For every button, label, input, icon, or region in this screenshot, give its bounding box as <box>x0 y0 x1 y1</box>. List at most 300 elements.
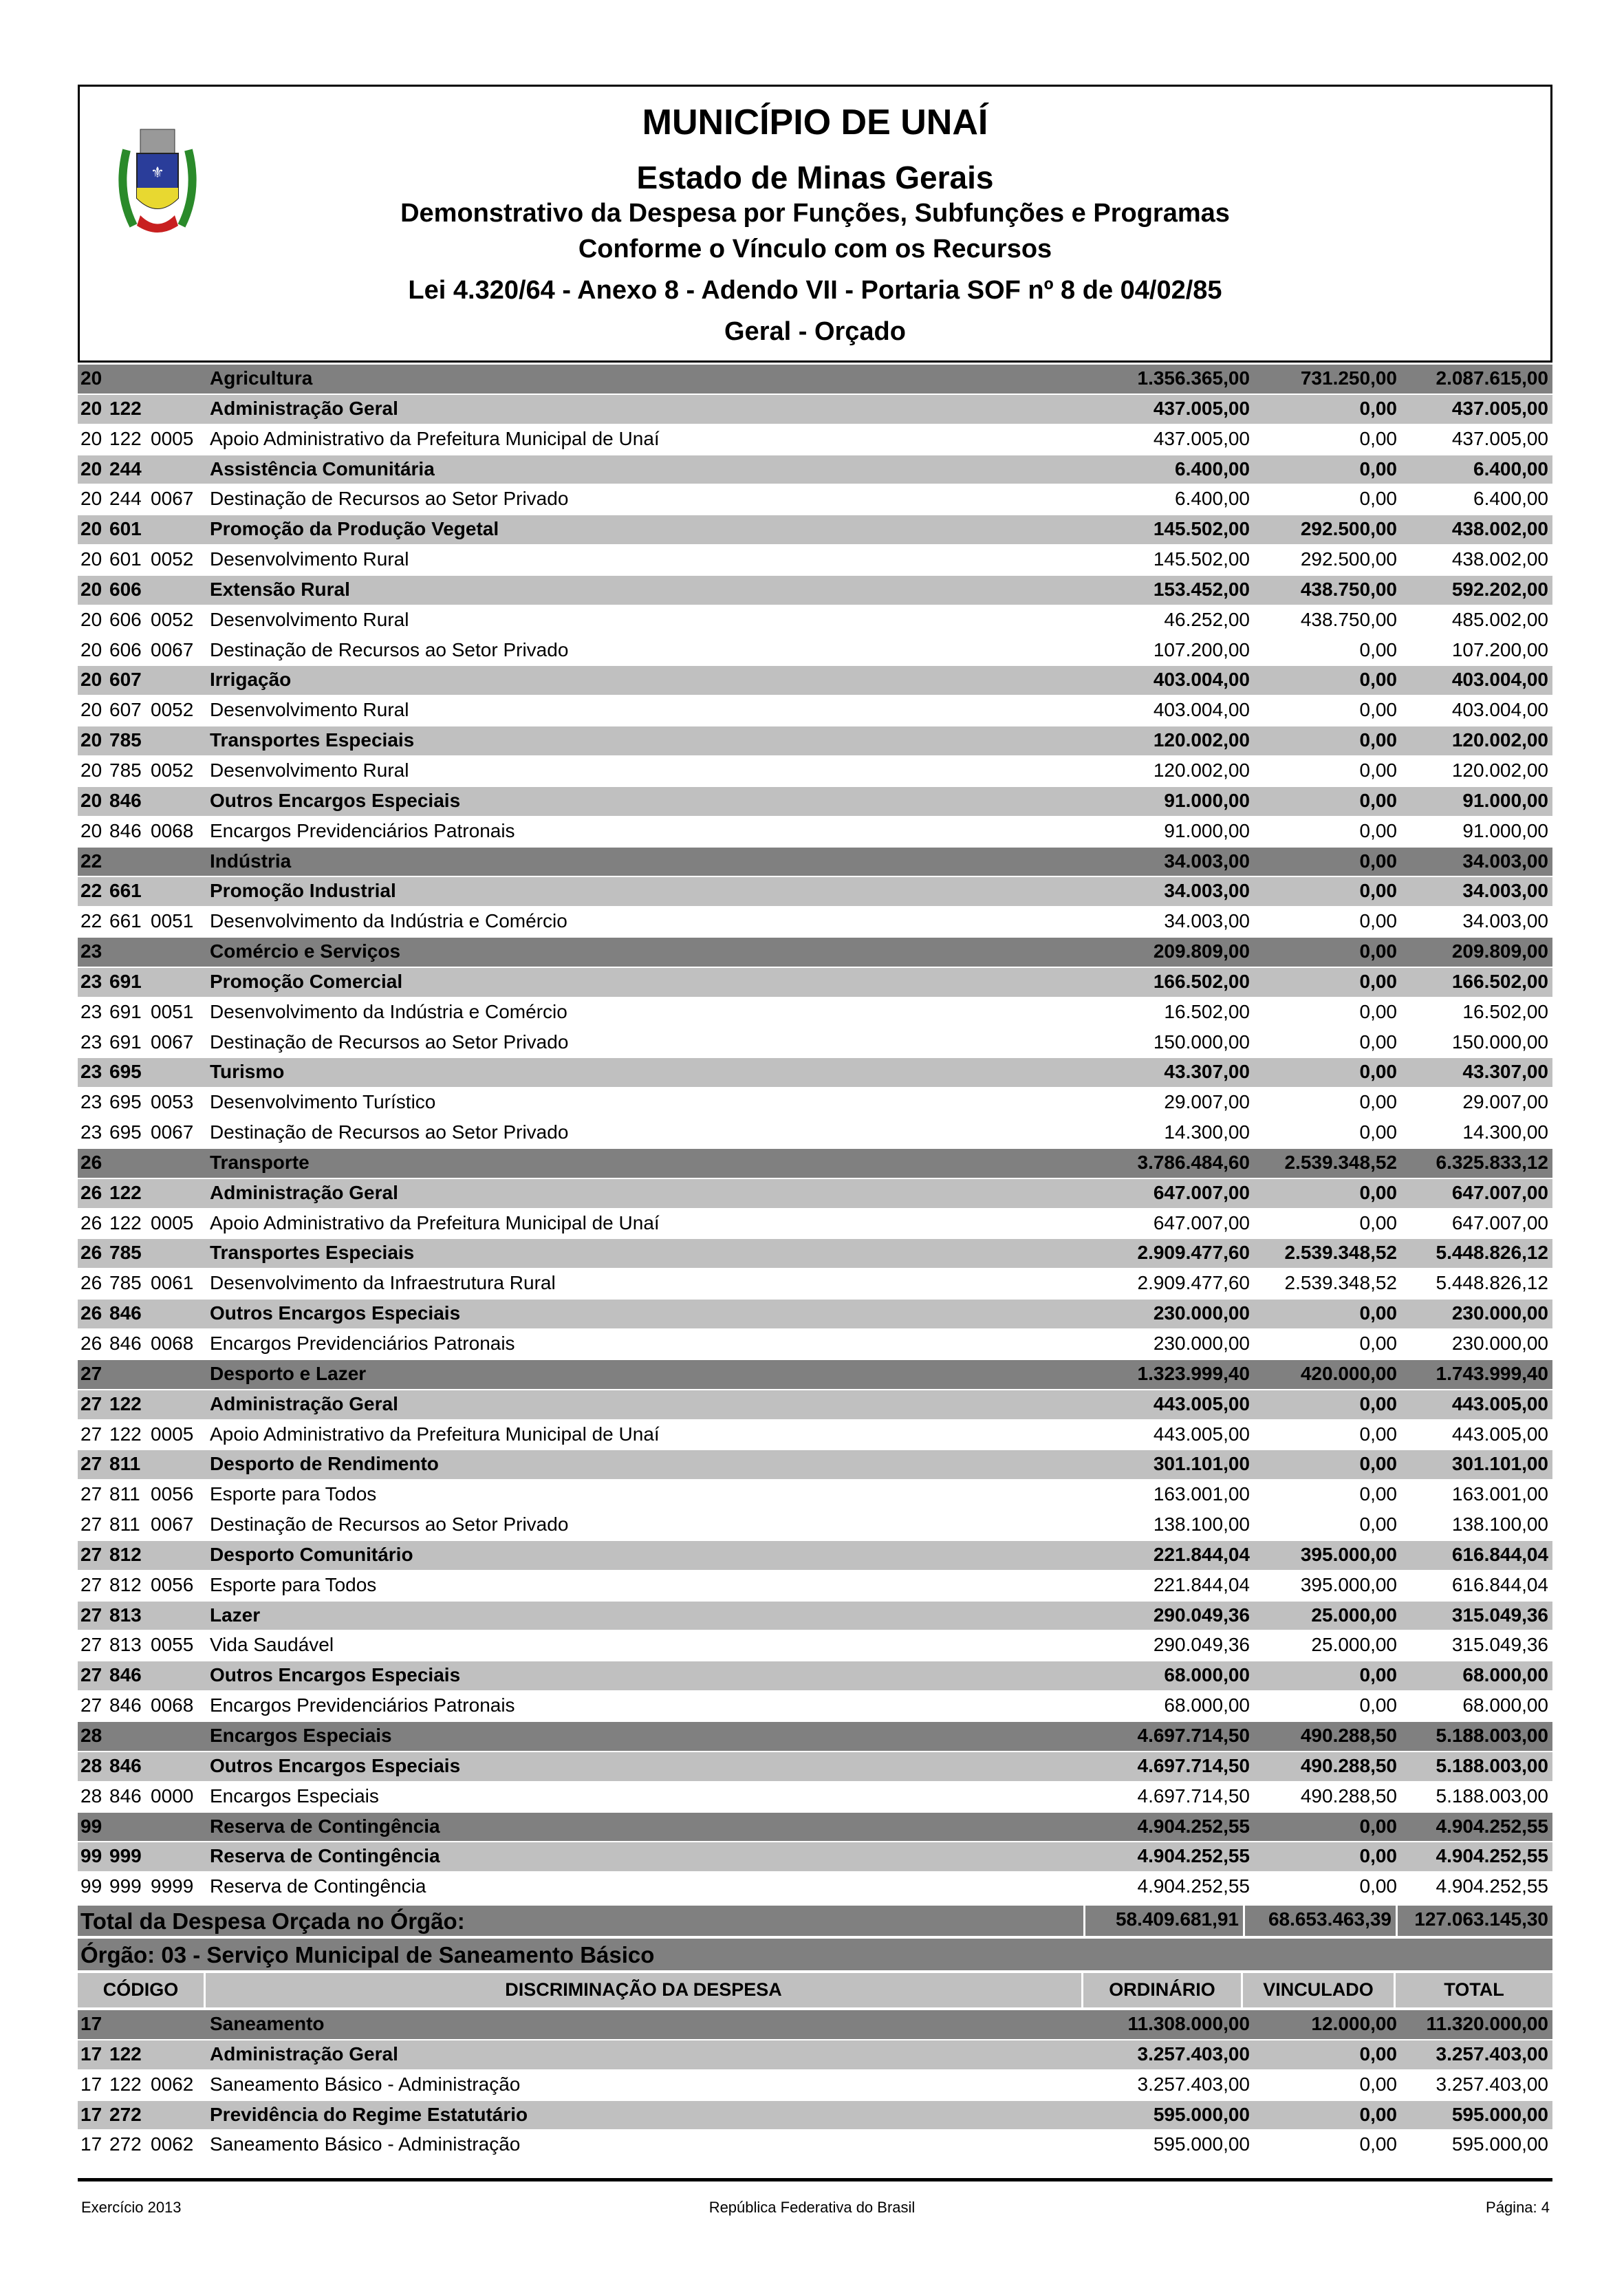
value-vinculado: 490.288,50 <box>1300 1724 1397 1746</box>
code-function: 26 <box>80 1181 102 1203</box>
value-total: 3.257.403,00 <box>1436 2043 1548 2065</box>
value-total: 230.000,00 <box>1451 1302 1548 1324</box>
value-vinculado: 0,00 <box>1359 1061 1397 1083</box>
description: Apoio Administrativo da Prefeitura Municipal de Unaí <box>210 427 660 449</box>
value-vinculado: 0,00 <box>1359 880 1397 902</box>
description: Encargos Previdenciários Patronais <box>210 1694 515 1716</box>
code-program: 0067 <box>151 638 194 660</box>
orgao-heading <box>78 1939 1552 1970</box>
description: Agricultura <box>210 367 313 389</box>
value-vinculado: 0,00 <box>1359 789 1397 811</box>
code-function: 27 <box>80 1453 102 1475</box>
column-header <box>78 1973 1552 2007</box>
code-subfunction: 846 <box>109 1694 142 1716</box>
value-total: 443.005,00 <box>1451 1392 1548 1414</box>
description: Outros Encargos Especiais <box>210 789 461 811</box>
value-vinculado: 0,00 <box>1359 1302 1397 1324</box>
subfunction-row <box>78 666 1552 696</box>
code-function: 23 <box>80 1031 102 1053</box>
value-vinculado: 395.000,00 <box>1300 1543 1397 1565</box>
value-vinculado: 0,00 <box>1359 729 1397 751</box>
expense-table <box>78 365 1552 1903</box>
state-name: Estado de Minas Gerais <box>636 160 994 195</box>
value-total: 403.004,00 <box>1451 699 1548 721</box>
code-function: 20 <box>80 427 102 449</box>
value-ordinario: 150.000,00 <box>1153 1031 1250 1053</box>
value-total: 120.002,00 <box>1451 729 1548 751</box>
subfunction-row <box>78 1450 1552 1480</box>
function-row <box>78 1149 1552 1179</box>
col-discriminacao: DISCRIMINAÇÃO DA DESPESA <box>206 1973 1083 2007</box>
code-subfunction: 695 <box>109 1091 142 1113</box>
description: Apoio Administrativo da Prefeitura Municipal de Unaí <box>210 1211 660 1233</box>
code-program: 0062 <box>151 2073 194 2095</box>
code-program: 0051 <box>151 1000 194 1022</box>
description: Lazer <box>210 1604 261 1626</box>
program-row <box>78 1209 1552 1240</box>
value-total: 3.257.403,00 <box>1436 2073 1548 2095</box>
description: Desenvolvimento da Indústria e Comércio <box>210 1000 567 1022</box>
municipality-title: MUNICÍPIO DE UNAÍ <box>642 103 988 142</box>
subfunction-row <box>78 1842 1552 1873</box>
code-program: 0056 <box>151 1573 194 1595</box>
value-vinculado: 731.250,00 <box>1300 367 1397 389</box>
code-function: 26 <box>80 1302 102 1324</box>
description: Desenvolvimento Rural <box>210 699 409 721</box>
value-ordinario: 443.005,00 <box>1153 1423 1250 1445</box>
footer-country: República Federativa do Brasil <box>708 2199 916 2216</box>
value-total: 107.200,00 <box>1451 638 1548 660</box>
value-ordinario: 14.300,00 <box>1164 1121 1250 1143</box>
description: Indústria <box>210 850 292 872</box>
value-vinculado: 0,00 <box>1359 910 1397 932</box>
value-ordinario: 43.307,00 <box>1164 1061 1250 1083</box>
value-ordinario: 647.007,00 <box>1153 1211 1250 1233</box>
value-ordinario: 4.697.714,50 <box>1137 1724 1250 1746</box>
subfunction-row <box>78 1661 1552 1692</box>
value-total: 438.002,00 <box>1451 548 1548 570</box>
subfunction-row <box>78 515 1552 546</box>
value-ordinario: 2.909.477,60 <box>1137 1272 1250 1294</box>
report-mode: Geral - Orçado <box>724 317 906 346</box>
value-total: 5.188.003,00 <box>1436 1724 1548 1746</box>
value-total: 11.320.000,00 <box>1426 2013 1548 2034</box>
code-program: 0068 <box>151 1333 194 1354</box>
code-subfunction: 606 <box>109 608 142 630</box>
code-function: 23 <box>80 1000 102 1022</box>
program-row <box>78 817 1552 848</box>
value-total: 592.202,00 <box>1451 578 1548 600</box>
report-subtitle: Conforme o Vínculo com os Recursos <box>578 235 1052 263</box>
code-subfunction: 695 <box>109 1121 142 1143</box>
code-function: 27 <box>80 1694 102 1716</box>
description: Irrigação <box>210 669 292 691</box>
value-ordinario: 437.005,00 <box>1153 397 1250 419</box>
value-vinculado: 2.539.348,52 <box>1284 1151 1397 1173</box>
value-vinculado: 0,00 <box>1359 940 1397 962</box>
code-subfunction: 846 <box>109 1785 142 1807</box>
code-subfunction: 607 <box>109 699 142 721</box>
code-function: 26 <box>80 1211 102 1233</box>
code-program: 0067 <box>151 1031 194 1053</box>
function-row <box>78 938 1552 968</box>
description: Desenvolvimento da Infraestrutura Rural <box>210 1272 556 1294</box>
description: Promoção Comercial <box>210 970 403 992</box>
value-total: 16.502,00 <box>1462 1000 1548 1022</box>
code-function: 27 <box>80 1362 102 1384</box>
value-ordinario: 437.005,00 <box>1153 427 1250 449</box>
value-vinculado: 292.500,00 <box>1300 548 1397 570</box>
value-total: 150.000,00 <box>1451 1031 1548 1053</box>
value-ordinario: 11.308.000,00 <box>1127 2013 1250 2034</box>
function-row <box>78 1360 1552 1390</box>
value-total: 209.809,00 <box>1451 940 1548 962</box>
value-vinculado: 0,00 <box>1359 488 1397 510</box>
function-row <box>78 848 1552 878</box>
value-ordinario: 16.502,00 <box>1164 1000 1250 1022</box>
code-function: 20 <box>80 789 102 811</box>
code-function: 23 <box>80 970 102 992</box>
value-vinculado: 0,00 <box>1359 1211 1397 1233</box>
value-vinculado: 0,00 <box>1359 669 1397 691</box>
value-total: 163.001,00 <box>1451 1483 1548 1505</box>
description: Administração Geral <box>210 2043 398 2065</box>
value-ordinario: 163.001,00 <box>1153 1483 1250 1505</box>
description: Saneamento Básico - Administração <box>210 2133 521 2155</box>
report-title: Demonstrativo da Despesa por Funções, Subfunções e Programas <box>400 199 1230 228</box>
program-row <box>78 757 1552 787</box>
value-vinculado: 0,00 <box>1359 1181 1397 1203</box>
value-total: 4.904.252,55 <box>1436 1815 1548 1837</box>
code-subfunction: 785 <box>109 729 142 751</box>
code-subfunction: 812 <box>109 1543 142 1565</box>
program-row <box>78 636 1552 667</box>
description: Comércio e Serviços <box>210 940 401 962</box>
code-subfunction: 691 <box>109 1031 142 1053</box>
value-vinculado: 0,00 <box>1359 1875 1397 1897</box>
value-ordinario: 221.844,04 <box>1153 1573 1250 1595</box>
value-total: 34.003,00 <box>1462 880 1548 902</box>
code-subfunction: 846 <box>109 819 142 841</box>
program-row <box>78 485 1552 515</box>
code-subfunction: 606 <box>109 578 142 600</box>
value-vinculado: 2.539.348,52 <box>1284 1242 1397 1264</box>
value-vinculado: 0,00 <box>1359 1091 1397 1113</box>
value-ordinario: 34.003,00 <box>1164 880 1250 902</box>
code-function: 17 <box>80 2013 102 2034</box>
code-subfunction: 122 <box>109 2073 142 2095</box>
description: Reserva de Contingência <box>210 1875 426 1897</box>
code-function: 20 <box>80 608 102 630</box>
code-subfunction: 811 <box>109 1513 140 1536</box>
value-total: 315.049,36 <box>1451 1634 1548 1656</box>
value-vinculado: 0,00 <box>1359 1333 1397 1354</box>
value-total: 485.002,00 <box>1451 608 1548 630</box>
code-function: 27 <box>80 1604 102 1626</box>
code-function: 17 <box>80 2073 102 2095</box>
description: Esporte para Todos <box>210 1573 377 1595</box>
svg-text:⚜: ⚜ <box>151 164 164 181</box>
code-subfunction: 606 <box>109 638 142 660</box>
subfunction-row <box>78 968 1552 998</box>
program-row <box>78 425 1552 455</box>
subfunction-row <box>78 877 1552 907</box>
code-function: 28 <box>80 1754 102 1776</box>
description: Administração Geral <box>210 1181 398 1203</box>
value-ordinario: 34.003,00 <box>1164 850 1250 872</box>
code-function: 27 <box>80 1483 102 1505</box>
value-vinculado: 0,00 <box>1359 1513 1397 1536</box>
value-ordinario: 145.502,00 <box>1153 518 1250 540</box>
code-function: 20 <box>80 699 102 721</box>
value-total: 29.007,00 <box>1462 1091 1548 1113</box>
value-total: 43.307,00 <box>1462 1061 1548 1083</box>
value-total: 1.743.999,40 <box>1436 1362 1548 1384</box>
program-row <box>78 1028 1552 1059</box>
code-program: 0056 <box>151 1483 194 1505</box>
value-total: 4.904.252,55 <box>1436 1845 1548 1867</box>
value-vinculado: 0,00 <box>1359 819 1397 841</box>
code-function: 17 <box>80 2133 102 2155</box>
code-subfunction: 122 <box>109 2043 142 2065</box>
program-row <box>78 1511 1552 1541</box>
code-program: 0005 <box>151 1211 194 1233</box>
value-ordinario: 403.004,00 <box>1153 669 1250 691</box>
program-row <box>78 1571 1552 1602</box>
description: Destinação de Recursos ao Setor Privado <box>210 638 569 660</box>
code-program: 0053 <box>151 1091 194 1113</box>
code-function: 26 <box>80 1151 102 1173</box>
code-function: 20 <box>80 729 102 751</box>
description: Encargos Especiais <box>210 1785 379 1807</box>
total-vinculado: 68.653.463,39 <box>1243 1906 1396 1936</box>
code-function: 22 <box>80 880 102 902</box>
code-function: 23 <box>80 940 102 962</box>
subfunction-row <box>78 1541 1552 1571</box>
value-ordinario: 4.904.252,55 <box>1137 1875 1250 1897</box>
description: Transportes Especiais <box>210 1242 415 1264</box>
description: Desenvolvimento Rural <box>210 608 409 630</box>
code-subfunction: 811 <box>109 1483 140 1505</box>
description: Esporte para Todos <box>210 1483 377 1505</box>
subfunction-row <box>78 455 1552 486</box>
code-subfunction: 601 <box>109 548 142 570</box>
value-vinculado: 0,00 <box>1359 2103 1397 2125</box>
value-vinculado: 0,00 <box>1359 2043 1397 2065</box>
code-program: 0052 <box>151 548 194 570</box>
code-subfunction: 601 <box>109 518 142 540</box>
value-total: 595.000,00 <box>1451 2103 1548 2125</box>
code-subfunction: 122 <box>109 1392 142 1414</box>
value-vinculado: 0,00 <box>1359 1000 1397 1022</box>
code-function: 27 <box>80 1392 102 1414</box>
code-program: 0051 <box>151 910 194 932</box>
function-row <box>78 1813 1552 1843</box>
value-ordinario: 3.257.403,00 <box>1137 2043 1250 2065</box>
code-subfunction: 122 <box>109 1423 142 1445</box>
code-function: 20 <box>80 488 102 510</box>
value-total: 437.005,00 <box>1451 397 1548 419</box>
function-row <box>78 2010 1552 2040</box>
description: Reserva de Contingência <box>210 1815 440 1837</box>
description: Administração Geral <box>210 1392 398 1414</box>
subfunction-row <box>78 1179 1552 1209</box>
code-function: 27 <box>80 1543 102 1565</box>
value-ordinario: 34.003,00 <box>1164 910 1250 932</box>
value-vinculado: 0,00 <box>1359 427 1397 449</box>
subfunction-row <box>78 726 1552 757</box>
description: Turismo <box>210 1061 285 1083</box>
value-ordinario: 1.356.365,00 <box>1137 367 1250 389</box>
subfunction-row <box>78 2101 1552 2131</box>
code-program: 0068 <box>151 1694 194 1716</box>
code-function: 20 <box>80 669 102 691</box>
value-vinculado: 0,00 <box>1359 1453 1397 1475</box>
program-row <box>78 1119 1552 1149</box>
code-subfunction: 846 <box>109 1333 142 1354</box>
total-row <box>78 1906 1552 1936</box>
value-vinculado: 0,00 <box>1359 1483 1397 1505</box>
subfunction-row <box>78 1058 1552 1088</box>
value-vinculado: 0,00 <box>1359 759 1397 781</box>
value-ordinario: 4.904.252,55 <box>1137 1815 1250 1837</box>
description: Extensão Rural <box>210 578 350 600</box>
value-ordinario: 221.844,04 <box>1153 1543 1250 1565</box>
value-ordinario: 29.007,00 <box>1164 1091 1250 1113</box>
value-ordinario: 3.786.484,60 <box>1137 1151 1250 1173</box>
report-header <box>78 85 1552 363</box>
code-program: 0052 <box>151 608 194 630</box>
code-subfunction: 999 <box>109 1875 142 1897</box>
code-function: 28 <box>80 1724 102 1746</box>
value-ordinario: 6.400,00 <box>1175 457 1250 480</box>
program-row <box>78 1873 1552 1903</box>
program-row <box>78 1480 1552 1511</box>
code-function: 23 <box>80 1061 102 1083</box>
description: Promoção da Produção Vegetal <box>210 518 499 540</box>
code-function: 22 <box>80 910 102 932</box>
program-row <box>78 998 1552 1028</box>
code-subfunction: 813 <box>109 1604 142 1626</box>
value-vinculado: 0,00 <box>1359 1845 1397 1867</box>
value-vinculado: 292.500,00 <box>1300 518 1397 540</box>
code-subfunction: 122 <box>109 397 142 419</box>
value-vinculado: 0,00 <box>1359 397 1397 419</box>
value-vinculado: 2.539.348,52 <box>1284 1272 1397 1294</box>
code-program: 0000 <box>151 1785 194 1807</box>
value-ordinario: 1.323.999,40 <box>1137 1362 1250 1384</box>
code-function: 27 <box>80 1423 102 1445</box>
code-function: 20 <box>80 518 102 540</box>
value-vinculado: 0,00 <box>1359 1815 1397 1837</box>
code-function: 99 <box>80 1815 102 1837</box>
code-program: 0052 <box>151 759 194 781</box>
value-total: 6.400,00 <box>1473 457 1548 480</box>
value-vinculado: 438.750,00 <box>1300 608 1397 630</box>
code-function: 20 <box>80 578 102 600</box>
code-subfunction: 244 <box>109 488 142 510</box>
value-total: 120.002,00 <box>1451 759 1548 781</box>
col-codigo: CÓDIGO <box>78 1973 206 2007</box>
code-program: 0067 <box>151 488 194 510</box>
value-total: 34.003,00 <box>1462 850 1548 872</box>
code-function: 26 <box>80 1272 102 1294</box>
description: Desenvolvimento Rural <box>210 759 409 781</box>
code-subfunction: 811 <box>109 1453 141 1475</box>
value-ordinario: 301.101,00 <box>1153 1453 1250 1475</box>
value-vinculado: 0,00 <box>1359 1664 1397 1686</box>
value-vinculado: 490.288,50 <box>1300 1754 1397 1776</box>
code-function: 27 <box>80 1573 102 1595</box>
program-row <box>78 1782 1552 1813</box>
code-subfunction: 122 <box>109 427 142 449</box>
value-ordinario: 595.000,00 <box>1153 2103 1250 2125</box>
value-vinculado: 25.000,00 <box>1311 1634 1397 1656</box>
value-total: 616.844,04 <box>1451 1573 1548 1595</box>
value-total: 438.002,00 <box>1451 518 1548 540</box>
description: Promoção Industrial <box>210 880 396 902</box>
value-vinculado: 0,00 <box>1359 638 1397 660</box>
code-function: 20 <box>80 548 102 570</box>
code-program: 0061 <box>151 1272 194 1294</box>
code-subfunction: 691 <box>109 1000 142 1022</box>
value-ordinario: 290.049,36 <box>1153 1634 1250 1656</box>
value-total: 68.000,00 <box>1462 1664 1548 1686</box>
value-total: 5.448.826,12 <box>1436 1242 1548 1264</box>
description: Destinação de Recursos ao Setor Privado <box>210 1031 569 1053</box>
code-program: 0062 <box>151 2133 194 2155</box>
code-program: 0052 <box>151 699 194 721</box>
code-subfunction: 846 <box>109 1754 142 1776</box>
value-vinculado: 0,00 <box>1359 2133 1397 2155</box>
value-vinculado: 12.000,00 <box>1311 2013 1397 2034</box>
value-ordinario: 443.005,00 <box>1153 1392 1250 1414</box>
value-total: 443.005,00 <box>1451 1423 1548 1445</box>
description: Encargos Previdenciários Patronais <box>210 819 515 841</box>
value-total: 315.049,36 <box>1451 1604 1548 1626</box>
code-program: 0068 <box>151 819 194 841</box>
value-total: 68.000,00 <box>1462 1694 1548 1716</box>
value-vinculado: 25.000,00 <box>1311 1604 1397 1626</box>
value-ordinario: 3.257.403,00 <box>1137 2073 1250 2095</box>
legal-reference: Lei 4.320/64 - Anexo 8 - Adendo VII - Portaria SOF nº 8 de 04/02/85 <box>408 276 1222 305</box>
program-row <box>78 1421 1552 1451</box>
code-program: 0005 <box>151 1423 194 1445</box>
subfunction-row <box>78 1390 1552 1421</box>
description: Outros Encargos Especiais <box>210 1302 461 1324</box>
code-subfunction: 846 <box>109 1302 142 1324</box>
value-total: 34.003,00 <box>1462 910 1548 932</box>
code-subfunction: 785 <box>109 1242 142 1264</box>
description: Outros Encargos Especiais <box>210 1664 461 1686</box>
col-ordinario: ORDINÁRIO <box>1083 1973 1243 2007</box>
value-total: 647.007,00 <box>1451 1211 1548 1233</box>
program-row <box>78 606 1552 636</box>
value-total: 403.004,00 <box>1451 669 1548 691</box>
code-function: 27 <box>80 1634 102 1656</box>
value-ordinario: 230.000,00 <box>1153 1302 1250 1324</box>
code-function: 20 <box>80 819 102 841</box>
value-total: 5.188.003,00 <box>1436 1754 1548 1776</box>
description: Saneamento <box>210 2013 325 2034</box>
value-vinculado: 0,00 <box>1359 970 1397 992</box>
description: Reserva de Contingência <box>210 1845 440 1867</box>
description: Transporte <box>210 1151 310 1173</box>
footer-divider <box>78 2178 1552 2181</box>
code-subfunction: 661 <box>109 880 142 902</box>
value-total: 2.087.615,00 <box>1436 367 1548 389</box>
value-ordinario: 138.100,00 <box>1153 1513 1250 1536</box>
